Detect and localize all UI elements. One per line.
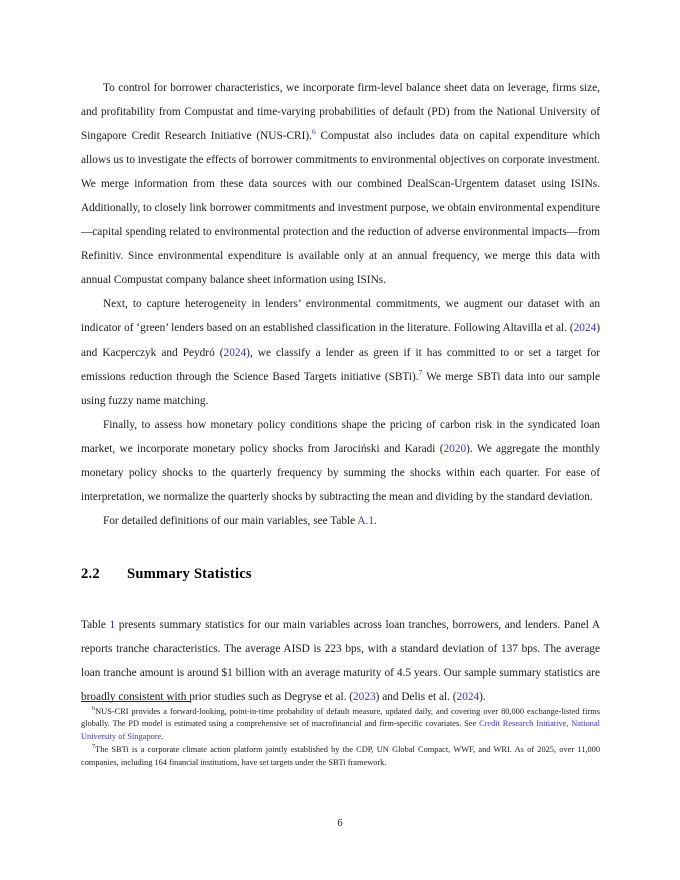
paragraph-text: Compustat also includes data on capital expenditure which allows us to investigate the effects of borrower commitments to environmental objectives on corporate investment. We merge information from these data sources with our combined DealScan-Urgentem dataset using ISINs. Additionally, to closely link borrower commitments and investment purpose, we obtain environmental expenditure—capital spending related to environmental protection and the reduction of adverse environmental impacts—from Refinitiv. Since environmental expenditure is available only at an annual frequency, we merge this data with annual Compustat company balance sheet information using ISINs. [81, 130, 601, 287]
p-green-lenders [81, 292, 600, 412]
p-monetary-policy-shocks [81, 413, 600, 509]
paragraph-text: We merge SBTi data into our sample using fuzzy name matching. [81, 370, 601, 407]
citation-link[interactable]: Credit Research Initiative, National University of Singapore [81, 719, 600, 741]
paragraph-text: For detailed definitions of our main variables, see Table [103, 514, 358, 527]
footnote-list [81, 706, 600, 769]
paragraph-text: NUS-CRI provides a forward-looking, point-in-time probability of default measure, updated daily, and covering over 80,000 exchange-listed firms globally. The PD model is estimated using a comprehensive set of macrofinancial and firm-specific covariates. See [81, 707, 600, 729]
section-heading [81, 566, 600, 583]
footnote-6 [81, 706, 600, 743]
paragraph-text: To control for borrower characteristics, we incorporate firm-level balance sheet data on leverage, firms size, and profitability from Compustat and time-varying probabilities of default (PD) from the National University of Singapore Credit Research Initiative (NUS-CRI). [81, 82, 600, 143]
body-paragraph-list [81, 76, 600, 533]
paragraph-text: The SBTi is a corporate climate action platform jointly established by the CDP, UN Global Compact, WWF, and WRI. As of 2025, over 11,000 companies, including 164 financial institutions, have set targets under the SBTi framework. [81, 745, 600, 767]
footnote-number: 7 [92, 743, 96, 751]
section-title: Summary Statistics [127, 565, 252, 582]
p-summary-statistics [81, 613, 600, 709]
paragraph-text: presents summary statistics for our main variables across loan tranches, borrowers, and lenders. Panel A reports tranche characteristics. The average AISD is 223 bps, with a standard deviation of 137 bps. The average loan tranche amount is around $1 billion with an average maturity of 4.5 years. Our sample summary statistics are broadly consistent with prior studies such as Degryse et al. ( [81, 618, 600, 704]
paragraph-text: . [374, 514, 377, 527]
footnote-number: 6 [92, 705, 96, 713]
paragraph-text: . [161, 731, 164, 741]
footnote-marker: 7 [418, 367, 423, 377]
section-heading-spacer-top [81, 533, 600, 566]
paragraph-text: ) and Delis et al. ( [375, 691, 457, 704]
section-number: 2.2 [81, 565, 100, 582]
p-variable-definitions [81, 509, 600, 533]
citation-link[interactable]: 2023 [353, 691, 376, 704]
p-borrower-characteristics [81, 76, 600, 292]
paragraph-text: ) and Kacperczyk and Peydró ( [81, 322, 600, 359]
paragraph-text: Next, to capture heterogeneity in lenders’ environmental commitments, we augment our dataset with an indicator of ‘green’ lenders based on an established classification in the literature. Following Altavilla et al. ( [81, 298, 600, 335]
paragraph-text: ). We aggregate the monthly monetary policy shocks to the quarterly frequency by summing the shocks within each quarter. For ease of interpretation, we normalize the quarterly shocks by subtracting the mean and dividing by the standard deviation. [81, 442, 600, 503]
footnote-marker[interactable]: 6 [311, 127, 316, 137]
footnote-7 [81, 744, 600, 769]
page-number: 6 [337, 818, 343, 829]
footnote-separator-rule [81, 701, 191, 702]
citation-link[interactable]: A.1 [357, 514, 375, 527]
footnote-area [81, 701, 600, 769]
paragraph-text: Table [81, 618, 110, 631]
paragraph-text: Finally, to assess how monetary policy conditions shape the pricing of carbon risk in the syndicated loan market, we incorporate monetary policy shocks from Jarociński and Karadi ( [81, 418, 600, 455]
page-body-content [81, 76, 600, 709]
section-paragraph-list [81, 613, 600, 709]
citation-link[interactable]: 2020 [443, 442, 467, 455]
citation-link[interactable]: 2024 [223, 346, 247, 359]
citation-link[interactable]: 2024 [456, 691, 480, 704]
citation-link[interactable]: 2024 [573, 322, 597, 335]
paragraph-text: ), we classify a lender as green if it has committed to or set a target for emissions reduction through the Science Based Targets initiative (SBTi). [81, 346, 600, 383]
paragraph-text: ). [479, 691, 486, 704]
citation-link[interactable]: 1 [109, 618, 116, 631]
section-heading-spacer-bottom [81, 583, 600, 613]
